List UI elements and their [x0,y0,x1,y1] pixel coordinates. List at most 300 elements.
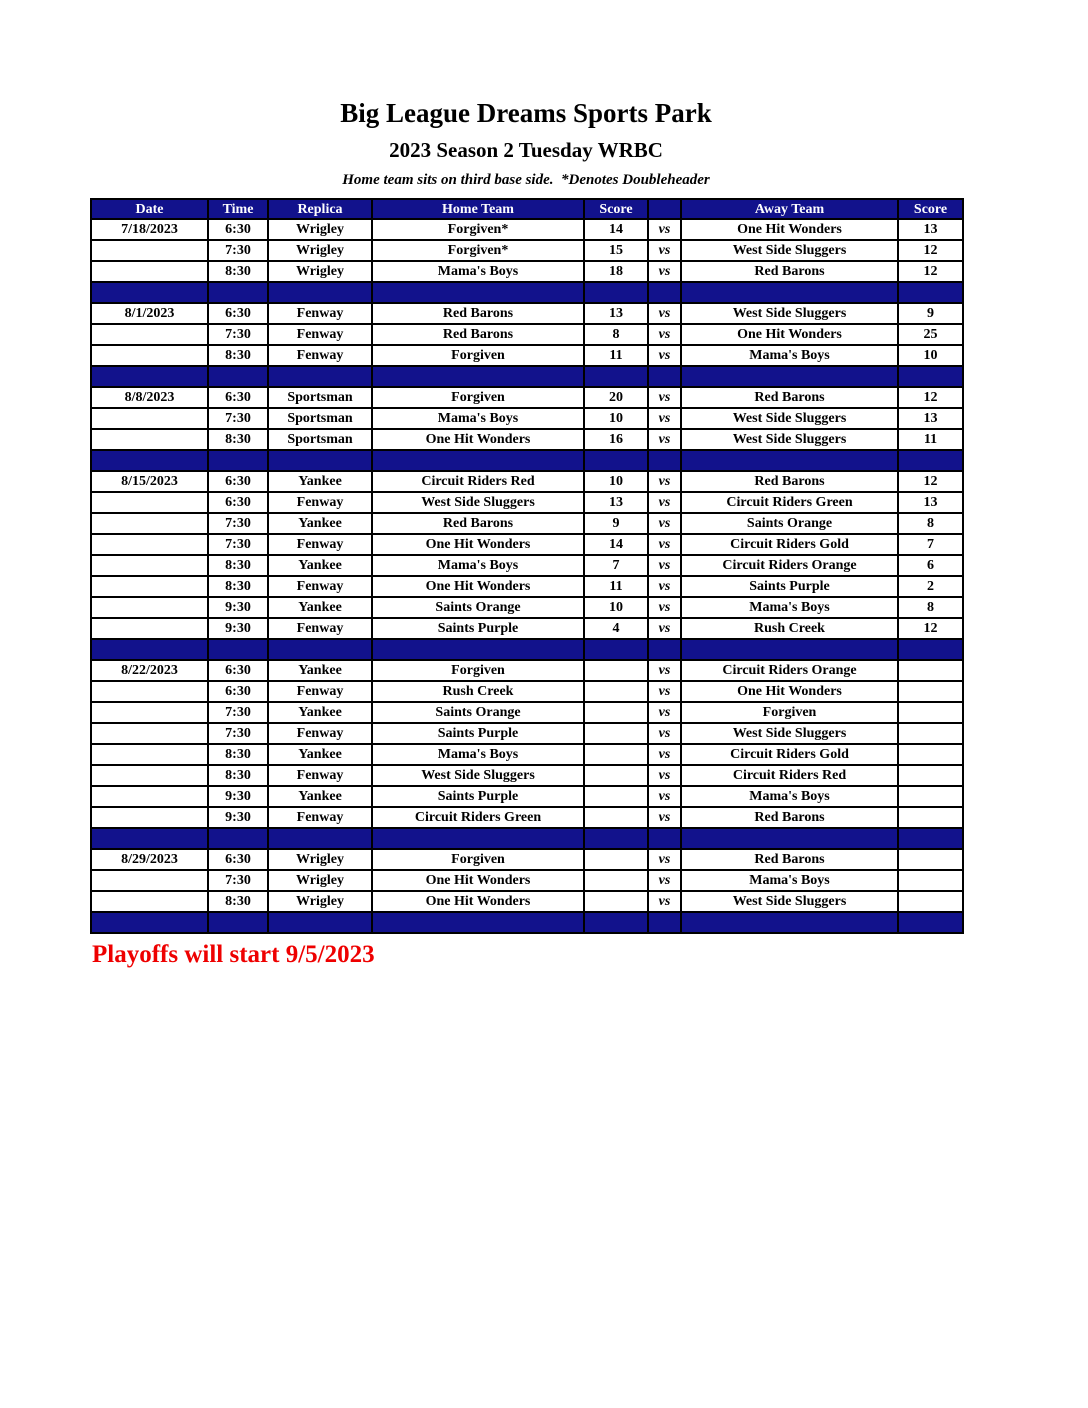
away-score-cell: 12 [898,471,963,492]
home-team-cell: Forgiven [372,387,584,408]
time-cell: 7:30 [208,408,268,429]
game-row [91,618,963,639]
away-team-cell: West Side Sluggers [681,723,898,744]
away-score-cell [898,870,963,891]
time-cell: 7:30 [208,702,268,723]
separator-cell [681,450,898,471]
page-subtitle: 2023 Season 2 Tuesday WRBC [389,138,663,163]
away-team-cell: Mama's Boys [681,786,898,807]
separator-cell [648,828,681,849]
away-team-cell: Circuit Riders Gold [681,534,898,555]
section-separator-row [91,639,963,660]
date-cell: 8/22/2023 [91,660,208,681]
home-team-cell: Red Barons [372,513,584,534]
vs-cell: vs [648,303,681,324]
time-cell: 6:30 [208,660,268,681]
vs-cell: vs [648,471,681,492]
away-team-cell: West Side Sluggers [681,891,898,912]
home-team-cell: Forgiven [372,345,584,366]
separator-cell [648,366,681,387]
home-score-cell: 10 [584,471,648,492]
away-team-cell: Red Barons [681,261,898,282]
separator-cell [208,450,268,471]
home-team-cell: Mama's Boys [372,555,584,576]
away-team-cell: Circuit Riders Orange [681,555,898,576]
date-cell [91,261,208,282]
away-team-cell: One Hit Wonders [681,219,898,240]
home-score-cell: 20 [584,387,648,408]
time-cell: 9:30 [208,618,268,639]
separator-cell [898,912,963,933]
date-cell [91,324,208,345]
separator-cell [268,639,372,660]
date-cell [91,744,208,765]
date-cell: 7/18/2023 [91,219,208,240]
date-cell [91,513,208,534]
vs-cell: vs [648,744,681,765]
date-cell [91,681,208,702]
home-team-cell: Circuit Riders Green [372,807,584,828]
home-score-cell [584,744,648,765]
away-team-cell: West Side Sluggers [681,240,898,261]
time-cell: 8:30 [208,765,268,786]
col-header-vs [648,199,681,219]
separator-cell [208,912,268,933]
vs-cell: vs [648,261,681,282]
vs-cell: vs [648,849,681,870]
home-score-cell [584,870,648,891]
home-score-cell: 10 [584,597,648,618]
vs-cell: vs [648,387,681,408]
away-team-cell: Saints Purple [681,576,898,597]
separator-cell [91,639,208,660]
vs-cell: vs [648,807,681,828]
home-team-cell: Saints Purple [372,618,584,639]
replica-cell: Fenway [268,723,372,744]
game-row [91,786,963,807]
home-score-cell: 9 [584,513,648,534]
separator-cell [681,912,898,933]
vs-cell: vs [648,534,681,555]
date-cell [91,618,208,639]
separator-cell [372,639,584,660]
game-row [91,891,963,912]
game-row [91,534,963,555]
separator-cell [372,828,584,849]
away-score-cell: 12 [898,240,963,261]
away-team-cell: Mama's Boys [681,597,898,618]
col-header-home-score: Score [584,199,648,219]
header-note: Home team sits on third base side. *Denotes Doubleheader [342,172,710,189]
separator-cell [681,282,898,303]
time-cell: 8:30 [208,576,268,597]
date-cell [91,786,208,807]
away-team-cell: Red Barons [681,807,898,828]
home-team-cell: Saints Purple [372,723,584,744]
home-team-cell: Red Barons [372,324,584,345]
away-score-cell [898,723,963,744]
home-team-cell: Rush Creek [372,681,584,702]
col-header-date: Date [91,199,208,219]
home-team-cell: Saints Orange [372,597,584,618]
replica-cell: Yankee [268,660,372,681]
vs-cell: vs [648,786,681,807]
separator-cell [268,282,372,303]
vs-cell: vs [648,597,681,618]
separator-cell [268,828,372,849]
away-score-cell [898,765,963,786]
replica-cell: Yankee [268,555,372,576]
vs-cell: vs [648,240,681,261]
separator-cell [584,366,648,387]
time-cell: 7:30 [208,870,268,891]
game-row [91,849,963,870]
home-team-cell: Circuit Riders Red [372,471,584,492]
col-header-time: Time [208,199,268,219]
separator-cell [681,828,898,849]
time-cell: 9:30 [208,807,268,828]
time-cell: 8:30 [208,555,268,576]
home-score-cell [584,723,648,744]
home-team-cell: One Hit Wonders [372,429,584,450]
home-score-cell [584,849,648,870]
game-row [91,870,963,891]
home-team-cell: One Hit Wonders [372,576,584,597]
separator-cell [91,366,208,387]
vs-cell: vs [648,870,681,891]
away-score-cell: 7 [898,534,963,555]
home-score-cell [584,681,648,702]
home-score-cell [584,807,648,828]
date-cell [91,345,208,366]
vs-cell: vs [648,324,681,345]
time-cell: 6:30 [208,303,268,324]
separator-cell [208,282,268,303]
home-team-cell: Saints Orange [372,702,584,723]
date-cell [91,429,208,450]
vs-cell: vs [648,555,681,576]
date-cell: 8/1/2023 [91,303,208,324]
away-score-cell: 11 [898,429,963,450]
replica-cell: Yankee [268,744,372,765]
away-score-cell [898,807,963,828]
date-cell [91,408,208,429]
away-team-cell: Rush Creek [681,618,898,639]
schedule-body [91,219,963,933]
time-cell: 6:30 [208,681,268,702]
time-cell: 9:30 [208,597,268,618]
section-separator-row [91,828,963,849]
date-cell: 8/29/2023 [91,849,208,870]
vs-cell: vs [648,723,681,744]
date-cell [91,723,208,744]
separator-cell [584,282,648,303]
replica-cell: Sportsman [268,429,372,450]
away-score-cell: 12 [898,618,963,639]
game-row [91,723,963,744]
home-score-cell [584,660,648,681]
time-cell: 6:30 [208,849,268,870]
separator-cell [898,450,963,471]
away-score-cell [898,681,963,702]
replica-cell: Wrigley [268,219,372,240]
playoffs-note: Playoffs will start 9/5/2023 [92,941,375,969]
home-score-cell [584,891,648,912]
replica-cell: Fenway [268,345,372,366]
time-cell: 7:30 [208,723,268,744]
separator-cell [584,639,648,660]
replica-cell: Fenway [268,492,372,513]
away-team-cell: Forgiven [681,702,898,723]
separator-cell [648,282,681,303]
home-score-cell: 14 [584,219,648,240]
separator-cell [91,282,208,303]
replica-cell: Wrigley [268,891,372,912]
home-score-cell: 11 [584,345,648,366]
home-score-cell: 16 [584,429,648,450]
date-cell [91,870,208,891]
replica-cell: Fenway [268,807,372,828]
home-team-cell: Mama's Boys [372,744,584,765]
replica-cell: Wrigley [268,870,372,891]
game-row [91,807,963,828]
separator-cell [268,912,372,933]
section-separator-row [91,282,963,303]
away-score-cell: 12 [898,387,963,408]
section-separator-row [91,366,963,387]
home-team-cell: West Side Sluggers [372,765,584,786]
game-row [91,408,963,429]
date-cell [91,891,208,912]
replica-cell: Fenway [268,303,372,324]
date-cell [91,555,208,576]
vs-cell: vs [648,681,681,702]
separator-cell [268,366,372,387]
replica-cell: Wrigley [268,240,372,261]
col-header-home-team: Home Team [372,199,584,219]
home-score-cell: 4 [584,618,648,639]
away-score-cell [898,849,963,870]
col-header-away-score: Score [898,199,963,219]
separator-cell [648,639,681,660]
home-team-cell: One Hit Wonders [372,870,584,891]
col-header-replica: Replica [268,199,372,219]
vs-cell: vs [648,702,681,723]
game-row [91,492,963,513]
game-row [91,219,963,240]
game-row [91,702,963,723]
vs-cell: vs [648,576,681,597]
replica-cell: Wrigley [268,849,372,870]
vs-cell: vs [648,513,681,534]
vs-cell: vs [648,408,681,429]
away-team-cell: West Side Sluggers [681,408,898,429]
separator-cell [268,450,372,471]
separator-cell [648,450,681,471]
separator-cell [208,639,268,660]
separator-cell [208,828,268,849]
home-score-cell: 13 [584,492,648,513]
time-cell: 6:30 [208,492,268,513]
date-cell [91,576,208,597]
header-row [91,199,963,219]
vs-cell: vs [648,660,681,681]
section-separator-row [91,912,963,933]
separator-cell [372,366,584,387]
separator-cell [91,912,208,933]
replica-cell: Fenway [268,324,372,345]
time-cell: 7:30 [208,240,268,261]
home-score-cell [584,765,648,786]
replica-cell: Fenway [268,681,372,702]
away-score-cell: 10 [898,345,963,366]
vs-cell: vs [648,429,681,450]
date-cell [91,597,208,618]
away-team-cell: Mama's Boys [681,870,898,891]
replica-cell: Wrigley [268,261,372,282]
vs-cell: vs [648,219,681,240]
separator-cell [898,366,963,387]
time-cell: 7:30 [208,534,268,555]
away-score-cell: 13 [898,408,963,429]
time-cell: 8:30 [208,261,268,282]
away-team-cell: Red Barons [681,471,898,492]
away-score-cell: 12 [898,261,963,282]
time-cell: 7:30 [208,513,268,534]
replica-cell: Yankee [268,702,372,723]
separator-cell [584,450,648,471]
date-cell: 8/15/2023 [91,471,208,492]
replica-cell: Sportsman [268,387,372,408]
away-team-cell: One Hit Wonders [681,681,898,702]
replica-cell: Fenway [268,576,372,597]
away-score-cell: 25 [898,324,963,345]
away-score-cell [898,786,963,807]
time-cell: 7:30 [208,324,268,345]
away-score-cell: 8 [898,513,963,534]
away-score-cell: 6 [898,555,963,576]
away-team-cell: Saints Orange [681,513,898,534]
away-team-cell: Mama's Boys [681,345,898,366]
separator-cell [681,366,898,387]
away-score-cell: 9 [898,303,963,324]
separator-cell [681,639,898,660]
home-score-cell [584,702,648,723]
home-score-cell: 13 [584,303,648,324]
home-team-cell: Mama's Boys [372,261,584,282]
home-score-cell: 11 [584,576,648,597]
away-team-cell: West Side Sluggers [681,429,898,450]
replica-cell: Sportsman [268,408,372,429]
game-row [91,681,963,702]
replica-cell: Yankee [268,513,372,534]
away-team-cell: Circuit Riders Orange [681,660,898,681]
home-team-cell: Red Barons [372,303,584,324]
vs-cell: vs [648,618,681,639]
game-row [91,513,963,534]
away-team-cell: Circuit Riders Green [681,492,898,513]
home-team-cell: West Side Sluggers [372,492,584,513]
separator-cell [372,912,584,933]
home-team-cell: Forgiven [372,660,584,681]
away-score-cell: 8 [898,597,963,618]
date-cell [91,534,208,555]
home-team-cell: Forgiven* [372,219,584,240]
home-score-cell [584,786,648,807]
game-row [91,471,963,492]
game-row [91,597,963,618]
game-row [91,345,963,366]
away-team-cell: West Side Sluggers [681,303,898,324]
vs-cell: vs [648,345,681,366]
separator-cell [898,639,963,660]
away-score-cell [898,744,963,765]
vs-cell: vs [648,492,681,513]
separator-cell [91,450,208,471]
home-team-cell: Saints Purple [372,786,584,807]
game-row [91,429,963,450]
replica-cell: Fenway [268,534,372,555]
time-cell: 6:30 [208,219,268,240]
time-cell: 8:30 [208,429,268,450]
away-score-cell [898,702,963,723]
page-header [90,98,962,189]
time-cell: 8:30 [208,345,268,366]
home-score-cell: 7 [584,555,648,576]
home-team-cell: Mama's Boys [372,408,584,429]
separator-cell [208,366,268,387]
time-cell: 6:30 [208,387,268,408]
page-title: Big League Dreams Sports Park [340,98,712,128]
time-cell: 6:30 [208,471,268,492]
col-header-away-team: Away Team [681,199,898,219]
away-score-cell: 13 [898,492,963,513]
replica-cell: Yankee [268,597,372,618]
game-row [91,555,963,576]
replica-cell: Fenway [268,765,372,786]
game-row [91,324,963,345]
replica-cell: Fenway [268,618,372,639]
date-cell: 8/8/2023 [91,387,208,408]
away-score-cell: 2 [898,576,963,597]
separator-cell [898,828,963,849]
separator-cell [898,282,963,303]
replica-cell: Yankee [268,471,372,492]
home-team-cell: Forgiven [372,849,584,870]
away-score-cell [898,891,963,912]
date-cell [91,492,208,513]
separator-cell [91,828,208,849]
replica-cell: Yankee [268,786,372,807]
game-row [91,744,963,765]
home-score-cell: 10 [584,408,648,429]
schedule-table [90,198,964,934]
away-score-cell [898,660,963,681]
home-team-cell: One Hit Wonders [372,534,584,555]
home-score-cell: 14 [584,534,648,555]
away-score-cell: 13 [898,219,963,240]
game-row [91,660,963,681]
separator-cell [584,912,648,933]
date-cell [91,702,208,723]
game-row [91,765,963,786]
game-row [91,576,963,597]
home-score-cell: 8 [584,324,648,345]
game-row [91,261,963,282]
game-row [91,303,963,324]
game-row [91,387,963,408]
away-team-cell: Circuit Riders Gold [681,744,898,765]
